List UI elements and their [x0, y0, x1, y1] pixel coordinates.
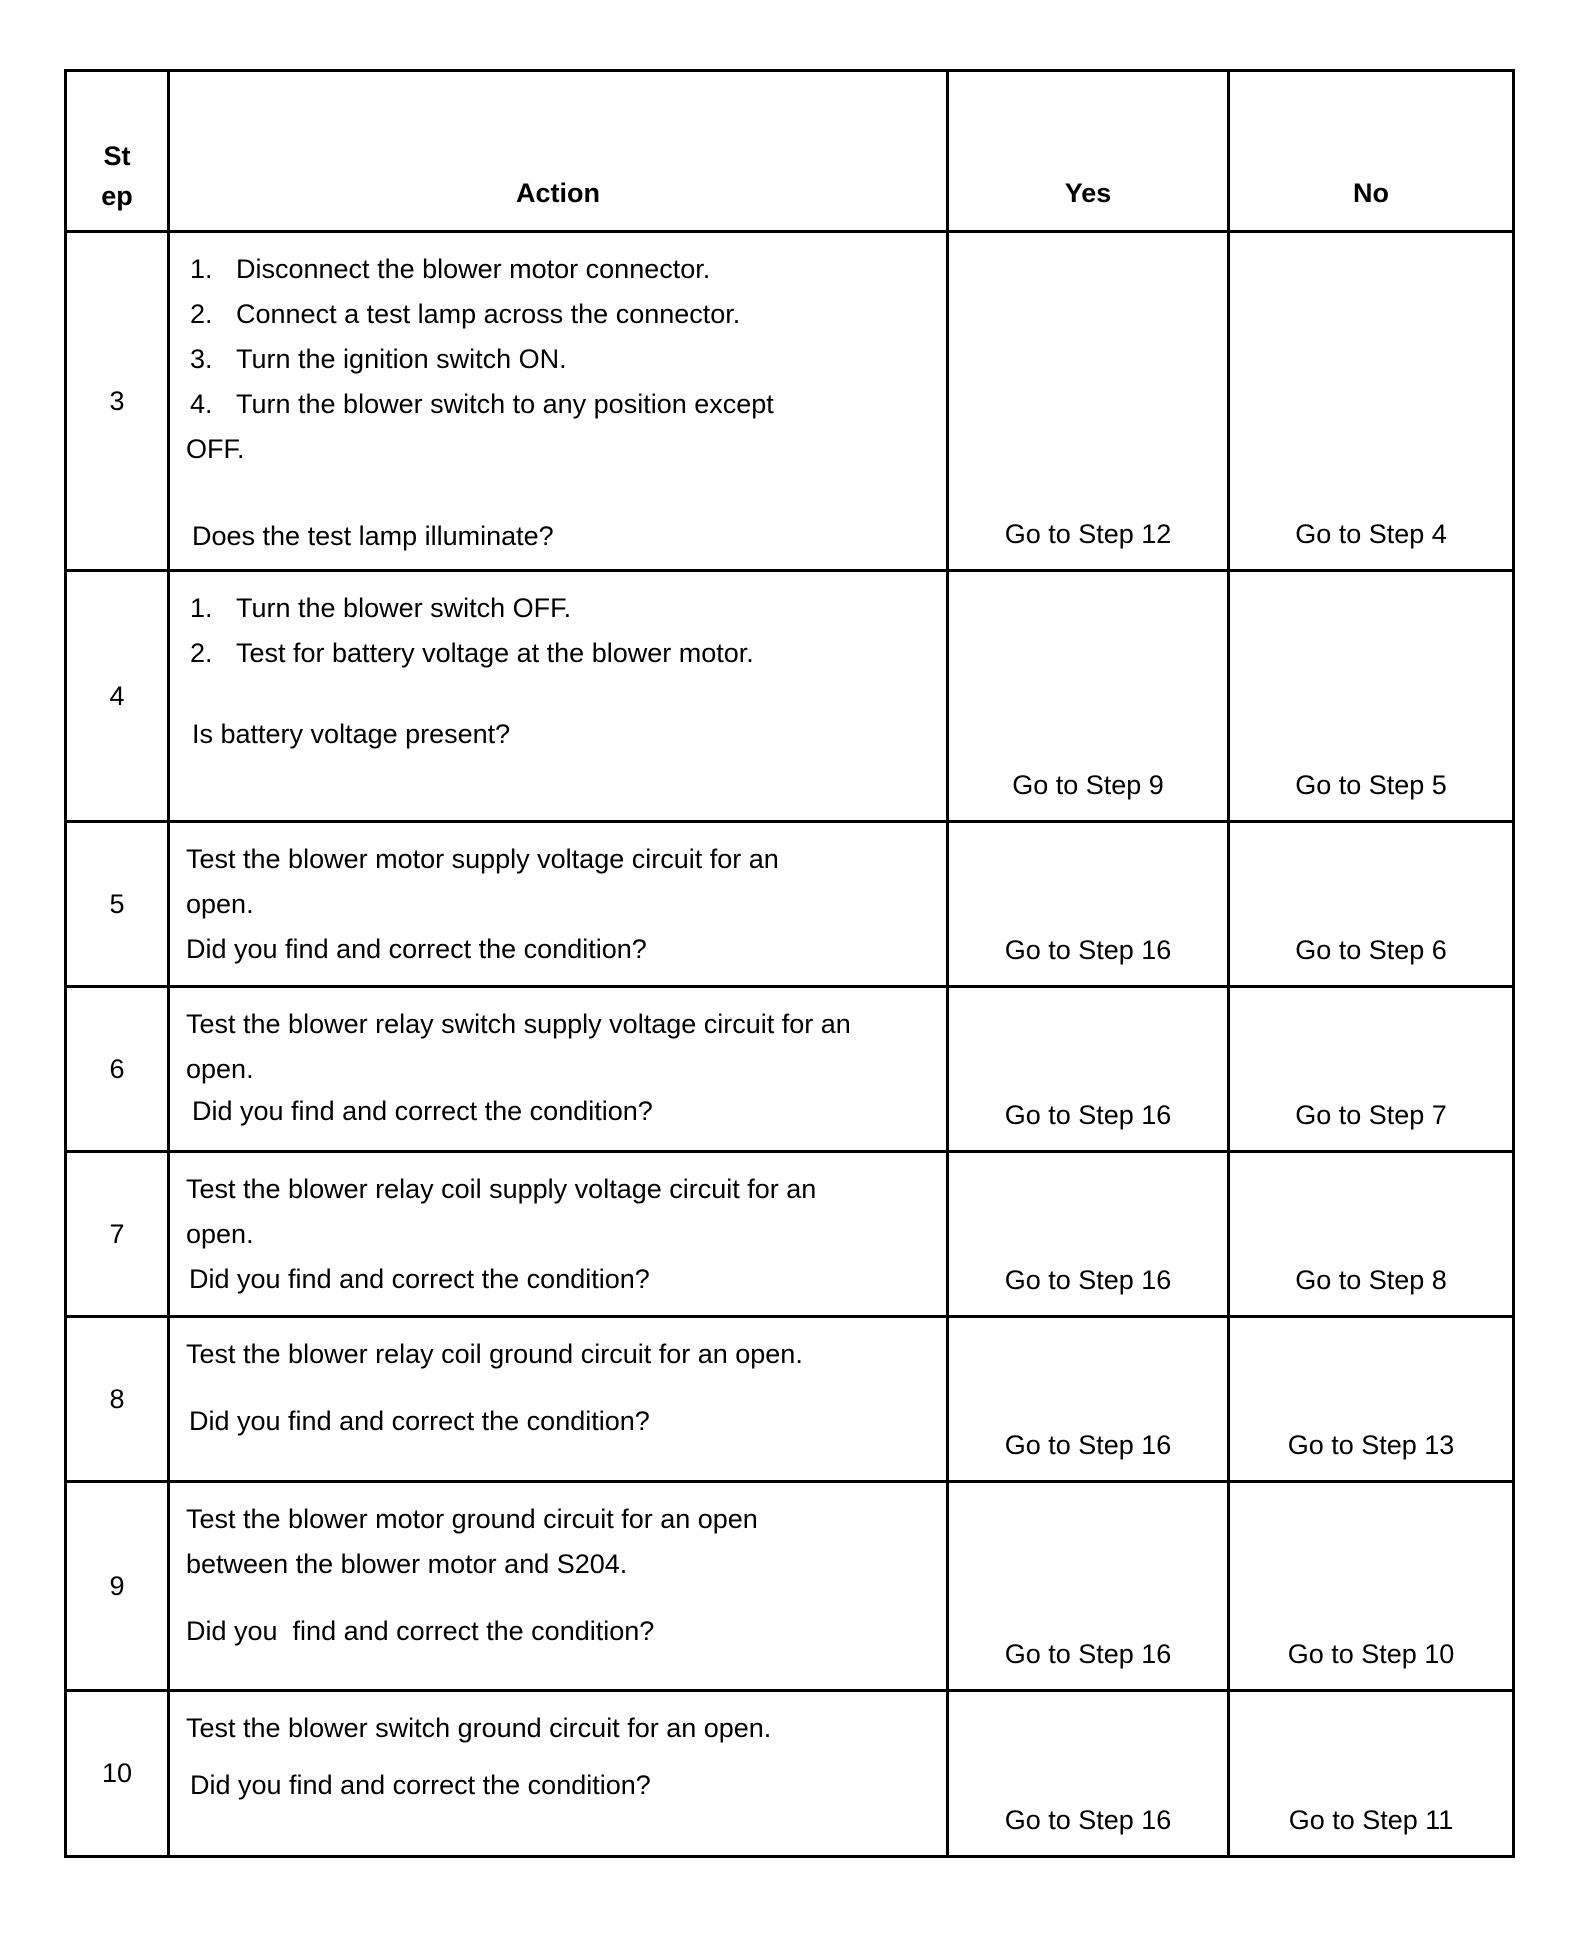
header-step: St ep — [66, 71, 169, 232]
header-no: No — [1229, 71, 1514, 232]
action-text: open. — [186, 1054, 254, 1084]
action-text: Test the blower motor ground circuit for an open — [186, 1504, 758, 1534]
action-list — [186, 586, 928, 676]
table-header-row — [66, 71, 1514, 232]
step-number: 7 — [66, 1152, 169, 1317]
table-row — [66, 1317, 1514, 1482]
yes-result: Go to Step 16 — [948, 822, 1229, 987]
action-cell — [169, 987, 948, 1152]
action-text: Test the blower switch ground circuit for an open. — [186, 1713, 772, 1743]
yes-result: Go to Step 9 — [948, 571, 1229, 822]
step-number: 3 — [66, 232, 169, 571]
list-item: 2. Test for battery voltage at the blower motor. — [190, 638, 754, 668]
action-text: Test the blower relay coil supply voltage circuit for an — [186, 1174, 817, 1204]
action-list — [186, 247, 928, 427]
no-result: Go to Step 11 — [1229, 1691, 1514, 1857]
action-text: Test the blower relay switch supply voltage circuit for an — [186, 1009, 851, 1039]
no-result: Go to Step 8 — [1229, 1152, 1514, 1317]
action-cell — [169, 232, 948, 571]
header-yes: Yes — [948, 71, 1229, 232]
step-number: 9 — [66, 1482, 169, 1691]
yes-result: Go to Step 16 — [948, 1691, 1229, 1857]
yes-result: Go to Step 12 — [948, 232, 1229, 571]
action-question: Does the test lamp illuminate? — [192, 521, 554, 551]
no-result: Go to Step 7 — [1229, 987, 1514, 1152]
table-row — [66, 1152, 1514, 1317]
table-row — [66, 571, 1514, 822]
table-row — [66, 987, 1514, 1152]
table-row — [66, 822, 1514, 987]
no-result: Go to Step 6 — [1229, 822, 1514, 987]
action-question: Did you find and correct the condition? — [189, 1264, 650, 1294]
list-item: 3. Turn the ignition switch ON. — [190, 344, 567, 374]
table-row — [66, 1482, 1514, 1691]
action-cell — [169, 1691, 948, 1857]
list-item: 1. Turn the blower switch OFF. — [190, 593, 572, 623]
no-result: Go to Step 4 — [1229, 232, 1514, 571]
step-number: 4 — [66, 571, 169, 822]
no-result: Go to Step 5 — [1229, 571, 1514, 822]
action-question: Did you find and correct the condition? — [186, 934, 647, 964]
table-row — [66, 1691, 1514, 1857]
diagnostic-table — [64, 69, 1515, 1858]
action-text: Test the blower motor supply voltage circuit for an — [186, 844, 779, 874]
table-row — [66, 232, 1514, 571]
action-text: Test the blower relay coil ground circuit for an open. — [186, 1339, 803, 1369]
action-question: Did you find and correct the condition? — [190, 1770, 651, 1800]
list-item: 2. Connect a test lamp across the connector. — [190, 299, 741, 329]
yes-result: Go to Step 16 — [948, 987, 1229, 1152]
step-number: 5 — [66, 822, 169, 987]
no-result: Go to Step 10 — [1229, 1482, 1514, 1691]
list-item: 1. Disconnect the blower motor connector. — [190, 254, 711, 284]
yes-result: Go to Step 16 — [948, 1482, 1229, 1691]
action-cell — [169, 1482, 948, 1691]
action-cell — [169, 1152, 948, 1317]
action-question: Is battery voltage present? — [192, 719, 511, 749]
step-number: 10 — [66, 1691, 169, 1857]
action-question: Did you find and correct the condition? — [189, 1406, 650, 1436]
no-result: Go to Step 13 — [1229, 1317, 1514, 1482]
action-continuation: OFF. — [186, 434, 245, 464]
action-text: between the blower motor and S204. — [186, 1549, 628, 1579]
action-question: Did you find and correct the condition? — [186, 1616, 655, 1646]
action-cell — [169, 1317, 948, 1482]
action-text: open. — [186, 1219, 254, 1249]
yes-result: Go to Step 16 — [948, 1152, 1229, 1317]
action-question: Did you find and correct the condition? — [192, 1096, 653, 1126]
yes-result: Go to Step 16 — [948, 1317, 1229, 1482]
step-number: 8 — [66, 1317, 169, 1482]
action-text: open. — [186, 889, 254, 919]
list-item: 4. Turn the blower switch to any position except — [190, 389, 774, 419]
action-cell — [169, 822, 948, 987]
action-cell — [169, 571, 948, 822]
step-number: 6 — [66, 987, 169, 1152]
header-action: Action — [169, 71, 948, 232]
